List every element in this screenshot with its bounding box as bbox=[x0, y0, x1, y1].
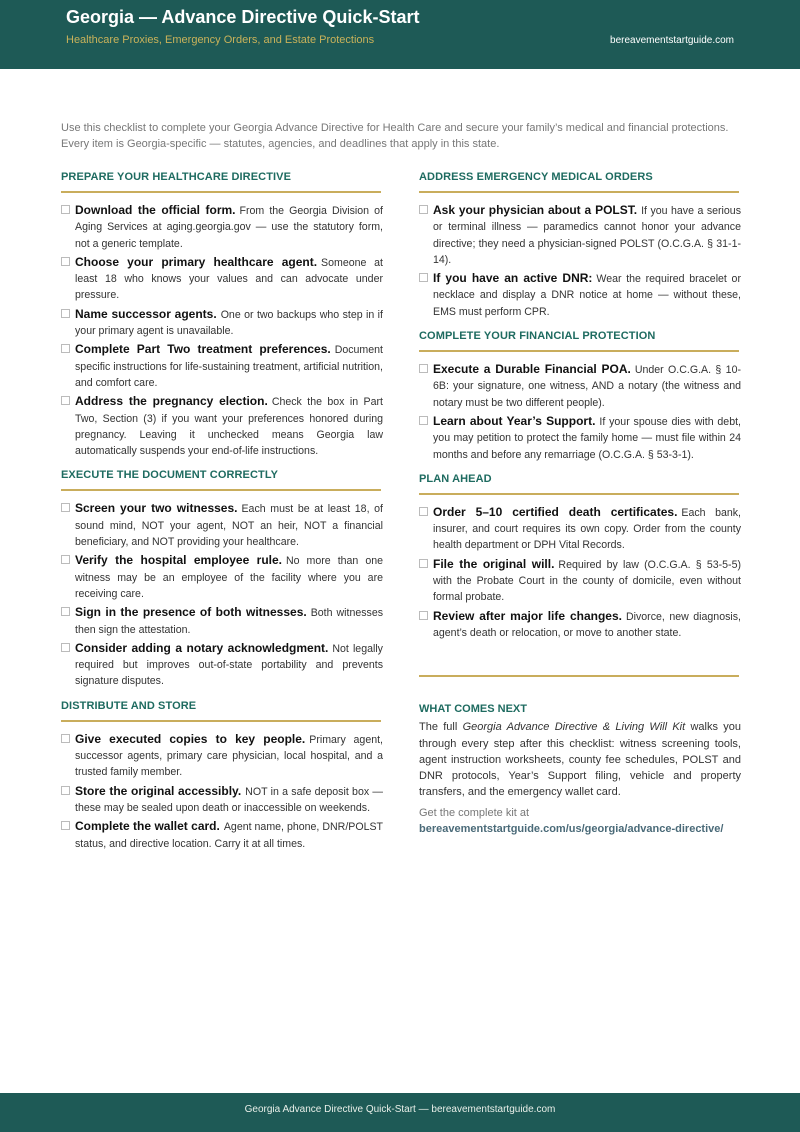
section-title: PLAN AHEAD bbox=[419, 473, 739, 495]
what-comes-next-title: WHAT COMES NEXT bbox=[419, 703, 527, 716]
checklist-section bbox=[419, 330, 741, 463]
checklist-item bbox=[61, 604, 383, 638]
item-text: Not legally required but improves out-of-state portability and prevents signature disputes. bbox=[75, 642, 383, 688]
checkbox[interactable] bbox=[61, 205, 70, 214]
item-text: No more than one witness may be an employee of the facility where you are receiving care. bbox=[75, 555, 383, 600]
item-lead: Address the pregnancy election. bbox=[75, 394, 268, 409]
body-text: The full bbox=[419, 721, 463, 734]
checkbox[interactable] bbox=[419, 559, 428, 568]
checklist-section bbox=[61, 700, 383, 852]
checklist-item bbox=[419, 556, 741, 606]
item-text: Primary agent, successor agents, primary care physician, local hospital, and a trusted family member. bbox=[75, 733, 383, 779]
page-title: Georgia — Advance Directive Quick-Start bbox=[66, 7, 420, 27]
checkbox[interactable] bbox=[61, 503, 70, 512]
checkbox[interactable] bbox=[419, 611, 428, 620]
checkbox[interactable] bbox=[61, 555, 70, 564]
section-title: ADDRESS EMERGENCY MEDICAL ORDERS bbox=[419, 171, 739, 193]
checkbox[interactable] bbox=[61, 821, 70, 830]
section-title: EXECUTE THE DOCUMENT CORRECTLY bbox=[61, 469, 381, 491]
checkbox[interactable] bbox=[61, 257, 70, 266]
section-title: PREPARE YOUR HEALTHCARE DIRECTIVE bbox=[61, 171, 381, 193]
left-column bbox=[61, 171, 383, 862]
checkbox[interactable] bbox=[61, 396, 70, 405]
item-text: Each must be at least 18, of sound mind, NOT your agent, NOT an heir, NOT a financial beneficiary, and NOT providing your healthcare. bbox=[75, 503, 383, 549]
item-lead: Ask your physician about a POLST. bbox=[433, 203, 638, 217]
checkbox[interactable] bbox=[419, 364, 428, 373]
item-text: Wear the required bracelet or necklace and display a DNR notice at home — without these, EMS must perform CPR. bbox=[433, 273, 741, 318]
item-text: One or two backups who step in if your primary agent is unavailable. bbox=[75, 308, 383, 338]
item-lead: Complete the wallet card. bbox=[75, 819, 220, 834]
checklist-section bbox=[419, 171, 741, 320]
item-lead: Verify the hospital employee rule. bbox=[75, 553, 282, 568]
kit-link[interactable]: bereavementstartguide.com/us/georgia/advance-directive/ bbox=[419, 822, 724, 835]
item-text: Document specific instructions for life-sustaining treatment, artificial nutrition, and comfort care. bbox=[75, 344, 383, 389]
footer-text: Georgia Advance Directive Quick-Start — bereavementstartguide.com bbox=[244, 1104, 556, 1115]
item-text: Divorce, new diagnosis, agent’s death or relocation, or move to another state. bbox=[433, 610, 741, 639]
section-title: DISTRIBUTE AND STORE bbox=[61, 700, 381, 722]
item-text: Agent name, phone, DNR/POLST status, and directive location. Carry it at all times. bbox=[75, 821, 383, 850]
page-header bbox=[0, 0, 800, 69]
checkbox[interactable] bbox=[419, 205, 428, 214]
checklist-item bbox=[61, 783, 383, 817]
page-subtitle: Healthcare Proxies, Emergency Orders, and Estate Protections bbox=[66, 34, 375, 46]
item-lead: Name successor agents. bbox=[75, 306, 217, 321]
checkbox[interactable] bbox=[61, 643, 70, 652]
item-text: Check the box in Part Two, Section (3) if you want your preferences honored during pregnancy. Leaving it unchecked means Georgia law automatically suspends your end-of-life instructions. bbox=[75, 396, 383, 458]
checklist-item bbox=[61, 731, 383, 781]
header-site-link[interactable]: bereavementstartguide.com bbox=[610, 35, 734, 46]
checklist-item bbox=[61, 202, 383, 252]
item-lead: Learn about Year’s Support. bbox=[433, 413, 596, 428]
right-column bbox=[419, 171, 741, 837]
checkbox[interactable] bbox=[419, 416, 428, 425]
body-text: walks you through every step after this checklist: witness screening tools, agent instruction worksheets, county fee schedules, POLST and DNR protocols, Year’s Support filing, vehicle and property transfers, and the emergency wallet card. bbox=[419, 721, 741, 799]
item-text: Someone at least 18 who knows your values and can advocate under pressure. bbox=[75, 256, 383, 302]
item-lead: Screen your two witnesses. bbox=[75, 501, 238, 516]
item-lead: Choose your primary healthcare agent. bbox=[75, 254, 318, 269]
checklist-item bbox=[61, 640, 383, 690]
item-text: Both witnesses then sign the attestation. bbox=[75, 607, 384, 636]
item-lead: Download the official form. bbox=[75, 203, 236, 217]
item-text: NOT in a safe deposit box — these may be sealed upon death or inaccessible on weekends. bbox=[75, 785, 383, 814]
item-lead: Execute a Durable Financial POA. bbox=[433, 362, 631, 377]
checklist-item bbox=[419, 413, 741, 463]
checklist-item bbox=[419, 270, 741, 320]
what-comes-next-body bbox=[419, 719, 741, 800]
checkbox[interactable] bbox=[61, 734, 70, 743]
intro-text: Use this checklist to complete your Georgia Advance Directive for Health Care and secure your family’s medical and financial protections. Every item is Georgia-specific — statutes, agencies, and deadlines that apply in this state. bbox=[61, 122, 729, 150]
item-text: If you have a serious or terminal illness — paramedics cannot honor your advance directive; they need a physician-signed POLST (O.C.G.A. § 31-1-14). bbox=[433, 205, 741, 266]
item-text: From the Georgia Division of Aging Services at aging.georgia.gov — use the statutory form, not a generic template. bbox=[75, 205, 383, 250]
item-text: Each bank, insurer, and court requires its own copy. Order from the county health department or DPH Vital Records. bbox=[433, 506, 741, 552]
item-text: Required by law (O.C.G.A. § 53-5-5) with the Probate Court in the county of domicile, even without formal probate. bbox=[433, 558, 741, 604]
item-text: Under O.C.G.A. § 10-6B: your signature, one witness, AND a notary (the witness and notary must be two different people). bbox=[433, 364, 741, 409]
item-lead: If you have an active DNR: bbox=[433, 271, 593, 286]
checkbox[interactable] bbox=[419, 507, 428, 516]
checkbox[interactable] bbox=[61, 607, 70, 616]
kit-name: Georgia Advance Directive & Living Will Kit bbox=[462, 721, 686, 734]
checkbox[interactable] bbox=[419, 273, 428, 282]
section-title: COMPLETE YOUR FINANCIAL PROTECTION bbox=[419, 330, 739, 352]
item-lead: Order 5–10 certified death certificates. bbox=[433, 504, 678, 519]
item-lead: Give executed copies to key people. bbox=[75, 731, 306, 746]
item-text: If your spouse dies with debt, you may petition to protect the family home — must file within 24 months and before any remarriage (O.C.G.A. § 53-3-1). bbox=[433, 415, 741, 461]
item-lead: File the original will. bbox=[433, 556, 555, 571]
page-footer bbox=[0, 1093, 800, 1132]
checkbox[interactable] bbox=[61, 786, 70, 795]
checkbox[interactable] bbox=[61, 344, 70, 353]
checklist-section bbox=[419, 473, 741, 641]
item-lead: Complete Part Two treatment preferences. bbox=[75, 342, 331, 357]
checkbox[interactable] bbox=[61, 309, 70, 318]
section-divider bbox=[419, 675, 739, 677]
item-lead: Consider adding a notary acknowledgment. bbox=[75, 640, 329, 655]
checklist-item bbox=[61, 818, 383, 852]
checklist-item bbox=[61, 393, 383, 459]
checklist-item bbox=[61, 306, 383, 340]
kit-label: Get the complete kit at bbox=[419, 806, 530, 819]
checklist-item bbox=[61, 254, 383, 304]
checklist-item bbox=[61, 341, 383, 391]
item-lead: Store the original accessibly. bbox=[75, 783, 242, 798]
checklist-section bbox=[61, 171, 383, 459]
checklist-section bbox=[61, 469, 383, 689]
checklist-item bbox=[419, 202, 741, 268]
checklist-item bbox=[419, 608, 741, 642]
checklist-item bbox=[419, 361, 741, 411]
checklist-item bbox=[419, 504, 741, 554]
checklist-item bbox=[61, 500, 383, 550]
item-lead: Sign in the presence of both witnesses. bbox=[75, 605, 307, 620]
checklist-item bbox=[61, 552, 383, 602]
item-lead: Review after major life changes. bbox=[433, 608, 622, 623]
